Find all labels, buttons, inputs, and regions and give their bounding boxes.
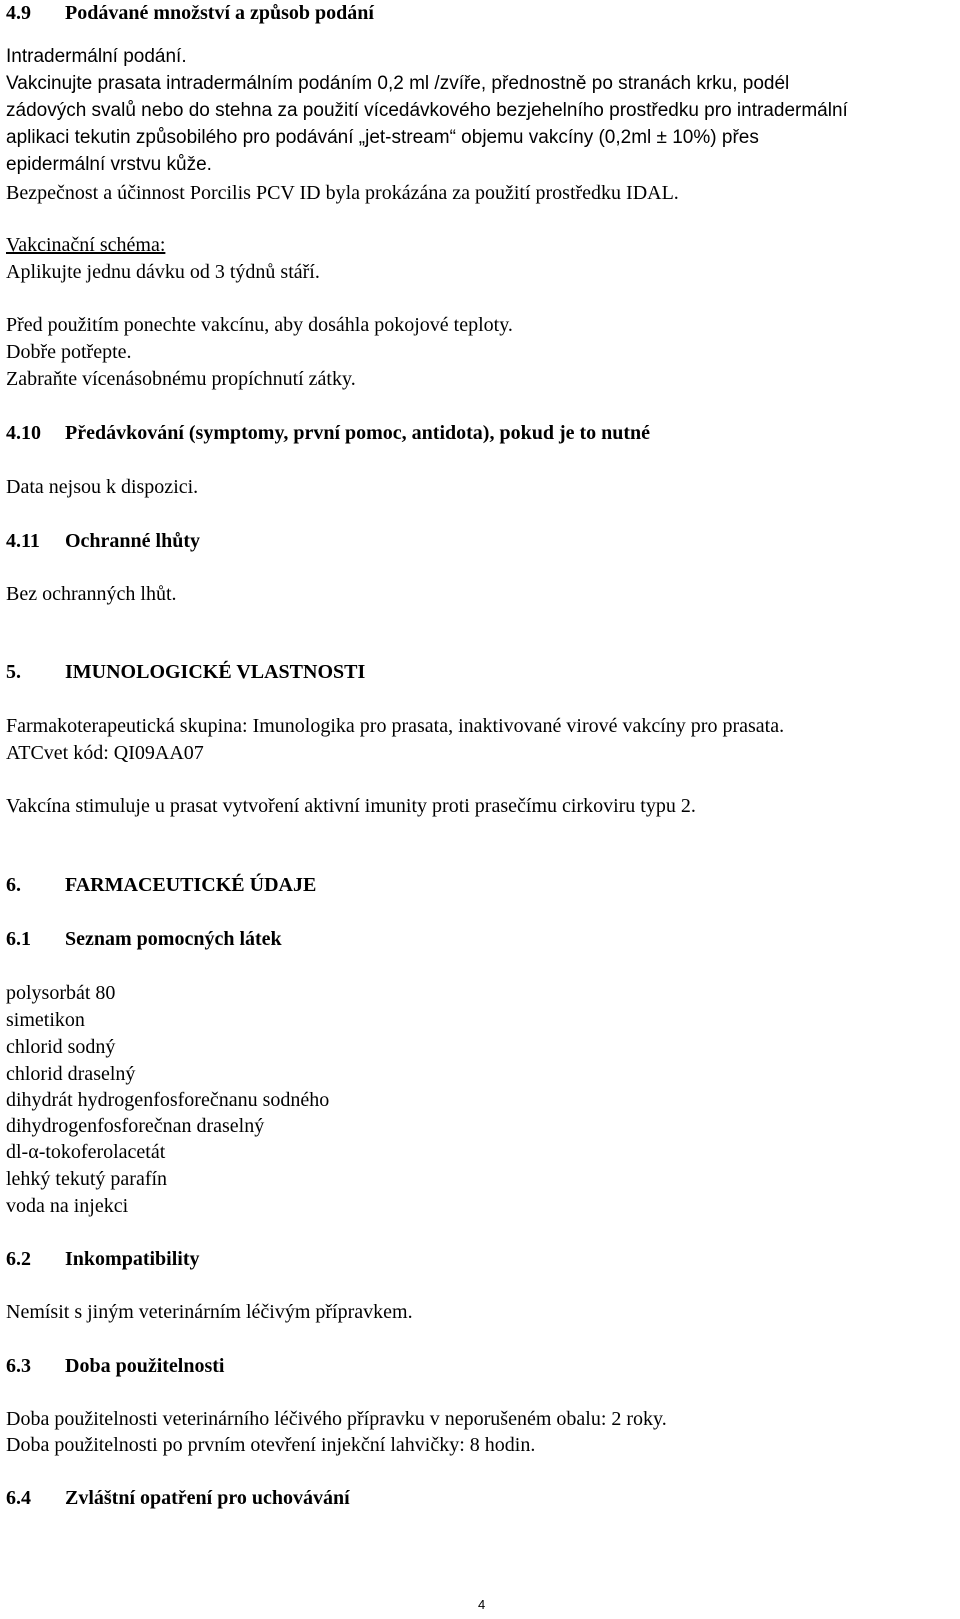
paragraph-line: epidermální vrstvu kůže. (6, 154, 212, 175)
paragraph-line: zádových svalů nebo do stehna za použití vícedávkového bezjehelního prostředku pro intradermální (6, 100, 848, 121)
vaccination-schema-text: Aplikujte jednu dávku od 3 týdnů stáří. (6, 261, 320, 283)
excipient-item: voda na injekci (6, 1195, 129, 1217)
heading-6-3 (6, 1353, 224, 1379)
paragraph-line: aplikaci tekutin způsobilého pro podávání „jet-stream“ objemu vakcíny (0,2ml ± 10%) přes (6, 127, 759, 148)
heading-number: 6. (6, 874, 21, 896)
page-number: 4 (478, 1597, 486, 1612)
heading-6-1 (6, 926, 282, 952)
preparation-line: Zabraňte vícenásobnému propíchnutí zátky. (6, 368, 356, 390)
heading-4-11 (6, 528, 200, 554)
paragraph-line: Bezpečnost a účinnost Porcilis PCV ID byla prokázána za použití prostředku IDAL. (6, 182, 679, 204)
heading-title: Doba použitelnosti (65, 1355, 225, 1377)
excipient-item: dihydrogenfosforečnan draselný (6, 1115, 265, 1137)
paragraph-line: Intradermální podání. (6, 46, 187, 67)
excipient-item: dihydrát hydrogenfosforečnanu sodného (6, 1089, 330, 1111)
preparation-line: Před použitím ponechte vakcínu, aby dosáhla pokojové teploty. (6, 314, 513, 336)
heading-title: Předávkování (symptomy, první pomoc, antidota), pokud je to nutné (65, 422, 651, 444)
heading-number: 4.9 (6, 2, 31, 24)
heading-title: Zvláštní opatření pro uchovávání (65, 1487, 350, 1509)
paragraph-line: Doba použitelnosti veterinárního léčivého přípravku v neporušeném obalu: 2 roky. (6, 1408, 667, 1430)
heading-title: IMUNOLOGICKÉ VLASTNOSTI (65, 661, 366, 683)
paragraph-line: Doba použitelnosti po prvním otevření injekční lahvičky: 8 hodin. (6, 1434, 536, 1456)
heading-title: FARMACEUTICKÉ ÚDAJE (65, 874, 317, 896)
heading-number: 4.10 (6, 422, 41, 444)
paragraph-line: Nemísit s jiným veterinárním léčivým přípravkem. (6, 1301, 413, 1323)
heading-number: 6.2 (6, 1248, 31, 1270)
heading-4-9 (6, 0, 374, 26)
heading-number: 6.4 (6, 1487, 31, 1509)
paragraph-line: Data nejsou k dispozici. (6, 476, 199, 498)
heading-4-10 (6, 420, 650, 446)
excipient-item: chlorid sodný (6, 1036, 116, 1058)
heading-title: Seznam pomocných látek (65, 928, 282, 950)
vaccination-schema-label: Vakcinační schéma: (6, 234, 166, 256)
heading-5 (6, 659, 365, 685)
heading-title: Podávané množství a způsob podání (65, 2, 374, 24)
paragraph-line: Farmakoterapeutická skupina: Imunologika pro prasata, inaktivované virové vakcíny pro prasata. (6, 715, 785, 737)
heading-number: 5. (6, 661, 21, 683)
heading-number: 6.1 (6, 928, 31, 950)
excipient-item: chlorid draselný (6, 1063, 136, 1085)
excipient-item: lehký tekutý parafín (6, 1168, 168, 1190)
heading-6 (6, 872, 316, 898)
excipient-item: polysorbát 80 (6, 982, 116, 1004)
heading-6-2 (6, 1246, 199, 1272)
heading-number: 4.11 (6, 530, 40, 552)
excipient-item: dl-α-tokoferolacetát (6, 1141, 166, 1163)
heading-title: Ochranné lhůty (65, 530, 201, 552)
excipient-item: simetikon (6, 1009, 85, 1031)
preparation-line: Dobře potřepte. (6, 341, 132, 363)
paragraph-line: Vakcína stimuluje u prasat vytvoření aktivní imunity proti prasečímu cirkoviru typu 2. (6, 795, 696, 817)
heading-6-4 (6, 1485, 350, 1511)
paragraph-line: Bez ochranných lhůt. (6, 583, 177, 605)
heading-number: 6.3 (6, 1355, 31, 1377)
paragraph-line: Vakcinujte prasata intradermálním podáním 0,2 ml /zvíře, přednostně po stranách krku, podél (6, 73, 790, 94)
heading-title: Inkompatibility (65, 1248, 200, 1270)
paragraph-line: ATCvet kód: QI09AA07 (6, 742, 204, 764)
